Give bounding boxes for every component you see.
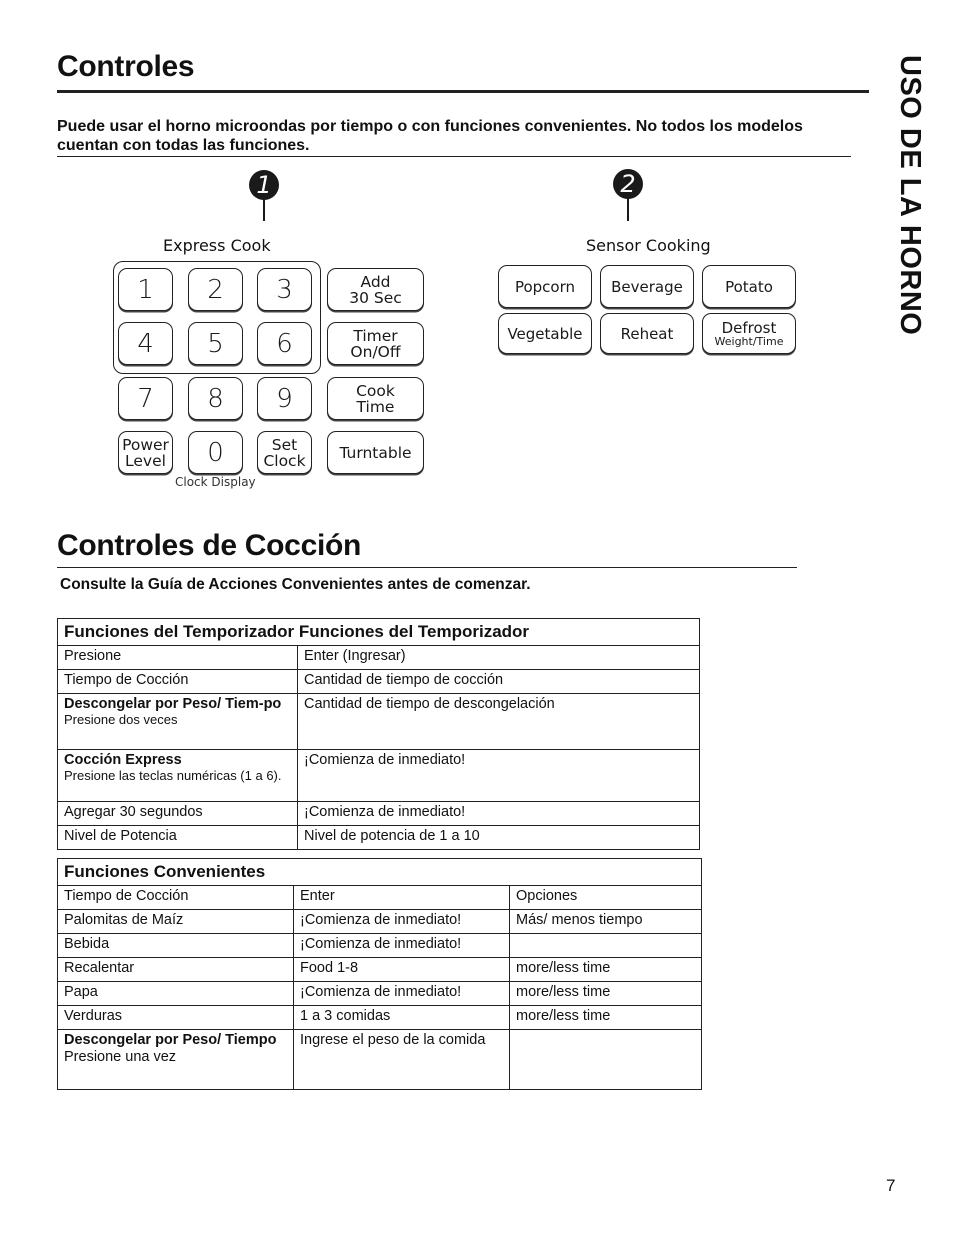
convenience-row-options: more/less time <box>510 982 702 1006</box>
set-clock-key-line2: Clock <box>263 451 306 470</box>
table-row <box>58 910 702 934</box>
timer-row-enter: Cantidad de tiempo de cocción <box>298 670 700 694</box>
beverage-key[interactable]: Beverage <box>600 265 694 308</box>
convenience-row-item: Recalentar <box>58 958 294 982</box>
convenience-table-header-enter: Enter <box>294 886 510 910</box>
convenience-row-enter: ¡Comienza de inmediato! <box>294 910 510 934</box>
convenience-row-options <box>510 1030 702 1090</box>
key-3[interactable]: 3 <box>257 268 312 311</box>
section2-intro: Consulte la Guía de Acciones Convenientes antes de comenzar. <box>60 576 531 593</box>
convenience-row-enter: ¡Comienza de inmediato! <box>294 934 510 958</box>
timer-row-enter: Nivel de potencia de 1 a 10 <box>298 826 700 850</box>
section-title-controles: Controles <box>57 50 195 83</box>
key-1[interactable]: 1 <box>118 268 173 311</box>
table-row <box>58 958 702 982</box>
table-row <box>58 982 702 1006</box>
defrost-key[interactable] <box>702 313 796 354</box>
convenience-row-item: Verduras <box>58 1006 294 1030</box>
timer-row-press: Descongelar por Peso/ Tiem-po <box>64 696 282 712</box>
table-row <box>58 750 700 802</box>
timer-row-press: Tiempo de Cocción <box>58 670 298 694</box>
table-row <box>58 1006 702 1030</box>
add-30-sec-key[interactable] <box>327 268 424 311</box>
convenience-table-caption: Funciones Convenientes <box>58 859 702 886</box>
convenience-row-enter: Ingrese el peso de la comida <box>294 1030 510 1090</box>
power-level-key-line2: Level <box>125 451 166 470</box>
clock-display-label: Clock Display <box>175 475 256 489</box>
convenience-row-options: Más/ menos tiempo <box>510 910 702 934</box>
intro-rule <box>57 156 851 157</box>
page-number: 7 <box>886 1176 896 1195</box>
vegetable-key[interactable]: Vegetable <box>498 313 592 354</box>
key-6[interactable]: 6 <box>257 322 312 365</box>
convenience-row-item: Descongelar por Peso/ Tiempo <box>64 1032 277 1048</box>
defrost-key-label: Defrost <box>721 318 777 337</box>
convenience-row-item: Bebida <box>58 934 294 958</box>
key-8[interactable]: 8 <box>188 377 243 420</box>
potato-key[interactable]: Potato <box>702 265 796 308</box>
key-9[interactable]: 9 <box>257 377 312 420</box>
key-7[interactable]: 7 <box>118 377 173 420</box>
section-intro: Puede usar el horno microondas por tiempo o con funciones convenientes. No todos los modelos cuentan con todas las funciones. <box>57 118 803 154</box>
convenience-row-options <box>510 934 702 958</box>
cook-time-key[interactable] <box>327 377 424 420</box>
timer-row-press: Cocción Express <box>64 752 182 768</box>
cook-time-key-line2: Time <box>356 397 395 416</box>
table-row <box>58 1030 702 1090</box>
add-30-sec-key-line2: 30 Sec <box>349 288 402 307</box>
table-row <box>58 934 702 958</box>
set-clock-key-line1: Set <box>271 435 298 454</box>
convenience-row-enter: 1 a 3 comidas <box>294 1006 510 1030</box>
convenience-row-enter: Food 1-8 <box>294 958 510 982</box>
convenience-row-enter: ¡Comienza de inmediato! <box>294 982 510 1006</box>
key-5[interactable]: 5 <box>188 322 243 365</box>
timer-table-header-enter: Enter (Ingresar) <box>298 646 700 670</box>
sensor-cooking-label: Sensor Cooking <box>586 236 711 255</box>
callout-marker-1: 1 <box>249 170 279 200</box>
power-level-key-line1: Power <box>122 435 169 454</box>
convenience-table-header-item: Tiempo de Cocción <box>58 886 294 910</box>
reheat-key[interactable]: Reheat <box>600 313 694 354</box>
cook-time-key-line1: Cook <box>356 381 395 400</box>
table-row <box>58 802 700 826</box>
timer-key-line2: On/Off <box>350 342 401 361</box>
turntable-key[interactable]: Turntable <box>327 431 424 474</box>
section-title-controles-coccion: Controles de Cocción <box>57 529 362 562</box>
convenience-row-note: Presione una vez <box>64 1049 177 1065</box>
table-row <box>58 826 700 850</box>
timer-table-caption: Funciones del Temporizador Funciones del Temporizador <box>58 619 700 646</box>
timer-row-note: Presione las teclas numéricas (1 a 6). <box>64 768 282 783</box>
convenience-functions-table <box>57 858 702 1090</box>
convenience-row-options: more/less time <box>510 1006 702 1030</box>
timer-row-note: Presione dos veces <box>64 712 178 727</box>
power-level-key[interactable] <box>118 431 173 474</box>
express-cook-label: Express Cook <box>163 236 271 255</box>
timer-row-enter: Cantidad de tiempo de descongelación <box>298 694 700 750</box>
timer-key-line1: Timer <box>353 326 398 345</box>
key-4[interactable]: 4 <box>118 322 173 365</box>
callout-stem-1 <box>263 199 265 221</box>
side-section-title: USO DE LA HORNO <box>894 55 926 336</box>
table-row <box>58 670 700 694</box>
section2-rule <box>57 567 797 568</box>
timer-functions-table <box>57 618 700 850</box>
timer-row-press: Nivel de Potencia <box>58 826 298 850</box>
timer-on-off-key[interactable] <box>327 322 424 365</box>
key-0[interactable]: 0 <box>188 431 243 474</box>
key-2[interactable]: 2 <box>188 268 243 311</box>
set-clock-key[interactable] <box>257 431 312 474</box>
add-30-sec-key-line1: Add <box>360 272 391 291</box>
callout-stem-2 <box>627 198 629 221</box>
timer-row-enter: ¡Comienza de inmediato! <box>298 750 700 802</box>
convenience-row-item: Papa <box>58 982 294 1006</box>
timer-row-enter: ¡Comienza de inmediato! <box>298 802 700 826</box>
defrost-key-sublabel: Weight/Time <box>714 334 784 348</box>
convenience-row-item: Palomitas de Maíz <box>58 910 294 934</box>
convenience-row-options: more/less time <box>510 958 702 982</box>
timer-row-press: Agregar 30 segundos <box>58 802 298 826</box>
table-row <box>58 694 700 750</box>
convenience-table-header-options: Opciones <box>510 886 702 910</box>
popcorn-key[interactable]: Popcorn <box>498 265 592 308</box>
timer-table-header-press: Presione <box>58 646 298 670</box>
title-rule <box>57 90 869 93</box>
callout-marker-2: 2 <box>613 169 643 199</box>
